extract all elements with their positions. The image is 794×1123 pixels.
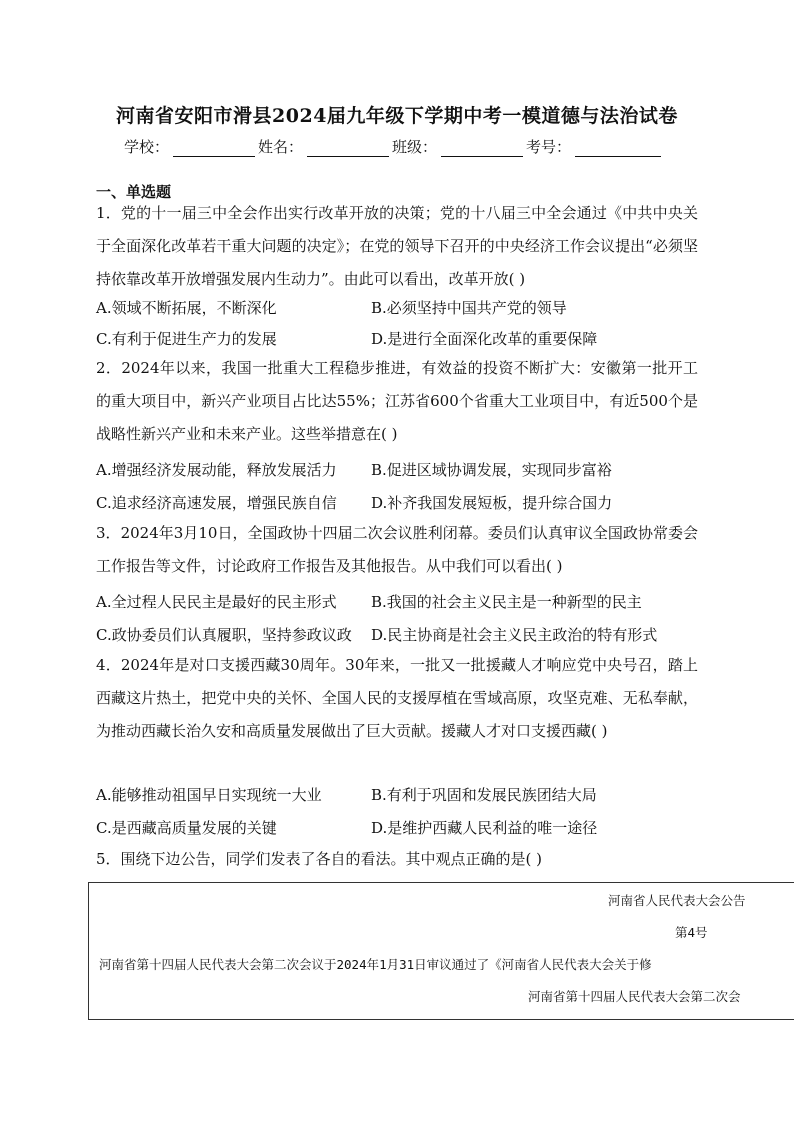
question-2-option-d[interactable]: D.补齐我国发展短板，提升综合国力 [371, 494, 613, 512]
question-5-stem: 5．围绕下边公告，同学们发表了各自的看法。其中观点正确的是( ) [96, 850, 543, 868]
class-label: 班级： [392, 138, 438, 156]
student-info-row [124, 136, 664, 157]
question-2-option-b[interactable]: B.促进区域协调发展，实现同步富裕 [371, 461, 612, 479]
question-3-stem: 3．2024年3月10日，全国政协十四届二次会议胜利闭幕。委员们认真审议全国政协常委会工作报告等文件，讨论政府工作报告及其他报告。从中我们可以看出( ) [96, 524, 698, 575]
question-2-option-c[interactable]: C.追求经济高速发展，增强民族自信 [96, 494, 337, 512]
school-blank[interactable] [173, 142, 255, 157]
question-3-option-b[interactable]: B.我国的社会主义民主是一种新型的民主 [371, 593, 642, 611]
class-blank[interactable] [441, 142, 523, 157]
announcement-number: 第4号 [675, 925, 708, 940]
question-1-stem: 1．党的十一届三中全会作出实行改革开放的决策；党的十八届三中全会通过《中共中央关于全面深化改革若干重大问题的决定》；在党的领导下召开的中央经济工作会议提出“必须坚持依靠改革开放增强发展内生动力”。由此可以看出，改革开放( ) [96, 204, 698, 288]
announcement-signature: 河南省第十四届人民代表大会第二次会 [528, 989, 741, 1004]
school-label: 学校： [124, 138, 170, 156]
question-1-option-b[interactable]: B.必须坚持中国共产党的领导 [371, 299, 567, 317]
page-title: 河南省安阳市滑县2024届九年级下学期中考一模道德与法治试卷 [116, 105, 678, 127]
question-1-option-d[interactable]: D.是进行全面深化改革的重要保障 [371, 330, 598, 348]
section-heading: 一、单选题 [96, 183, 172, 201]
question-4-option-c[interactable]: C.是西藏高质量发展的关键 [96, 819, 277, 837]
announcement-box [88, 882, 794, 1020]
announcement-body: 河南省第十四届人民代表大会第二次会议于2024年1月31日审议通过了《河南省人民代表大会关于修 [99, 957, 652, 972]
question-1-option-c[interactable]: C.有利于促进生产力的发展 [96, 330, 277, 348]
name-label: 姓名： [258, 138, 304, 156]
question-3-option-d[interactable]: D.民主协商是社会主义民主政治的特有形式 [371, 626, 658, 644]
question-4-option-b[interactable]: B.有利于巩固和发展民族团结大局 [371, 786, 597, 804]
question-3-option-a[interactable]: A.全过程人民民主是最好的民主形式 [96, 593, 337, 611]
announcement-heading: 河南省人民代表大会公告 [608, 893, 746, 908]
question-4-option-a[interactable]: A.能够推动祖国早日实现统一大业 [96, 786, 322, 804]
question-4-stem: 4．2024年是对口支援西藏30周年。30年来，一批又一批援藏人才响应党中央号召，踏上西藏这片热土，把党中央的关怀、全国人民的支援厚植在雪域高原，攻坚克难、无私奉献，为推动西藏长治久安和高质量发展做出了巨大贡献。援藏人才对口支援西藏( ) [96, 656, 698, 740]
question-1-option-a[interactable]: A.领域不断拓展，不断深化 [96, 299, 277, 317]
question-2-option-a[interactable]: A.增强经济发展动能，释放发展活力 [96, 461, 337, 479]
question-4-option-d[interactable]: D.是维护西藏人民利益的唯一途径 [371, 819, 598, 837]
question-3-option-c[interactable]: C.政协委员们认真履职，坚持参政议政 [96, 626, 352, 644]
name-blank[interactable] [307, 142, 389, 157]
question-2-stem: 2．2024年以来，我国一批重大工程稳步推进，有效益的投资不断扩大：安徽第一批开工的重大项目中，新兴产业项目占比达55%；江苏省600个省重大工业项目中，有近500个是战略性新兴产业和未来产业。这些举措意在( ) [96, 359, 698, 443]
number-blank[interactable] [575, 142, 661, 157]
number-label: 考号： [526, 138, 572, 156]
